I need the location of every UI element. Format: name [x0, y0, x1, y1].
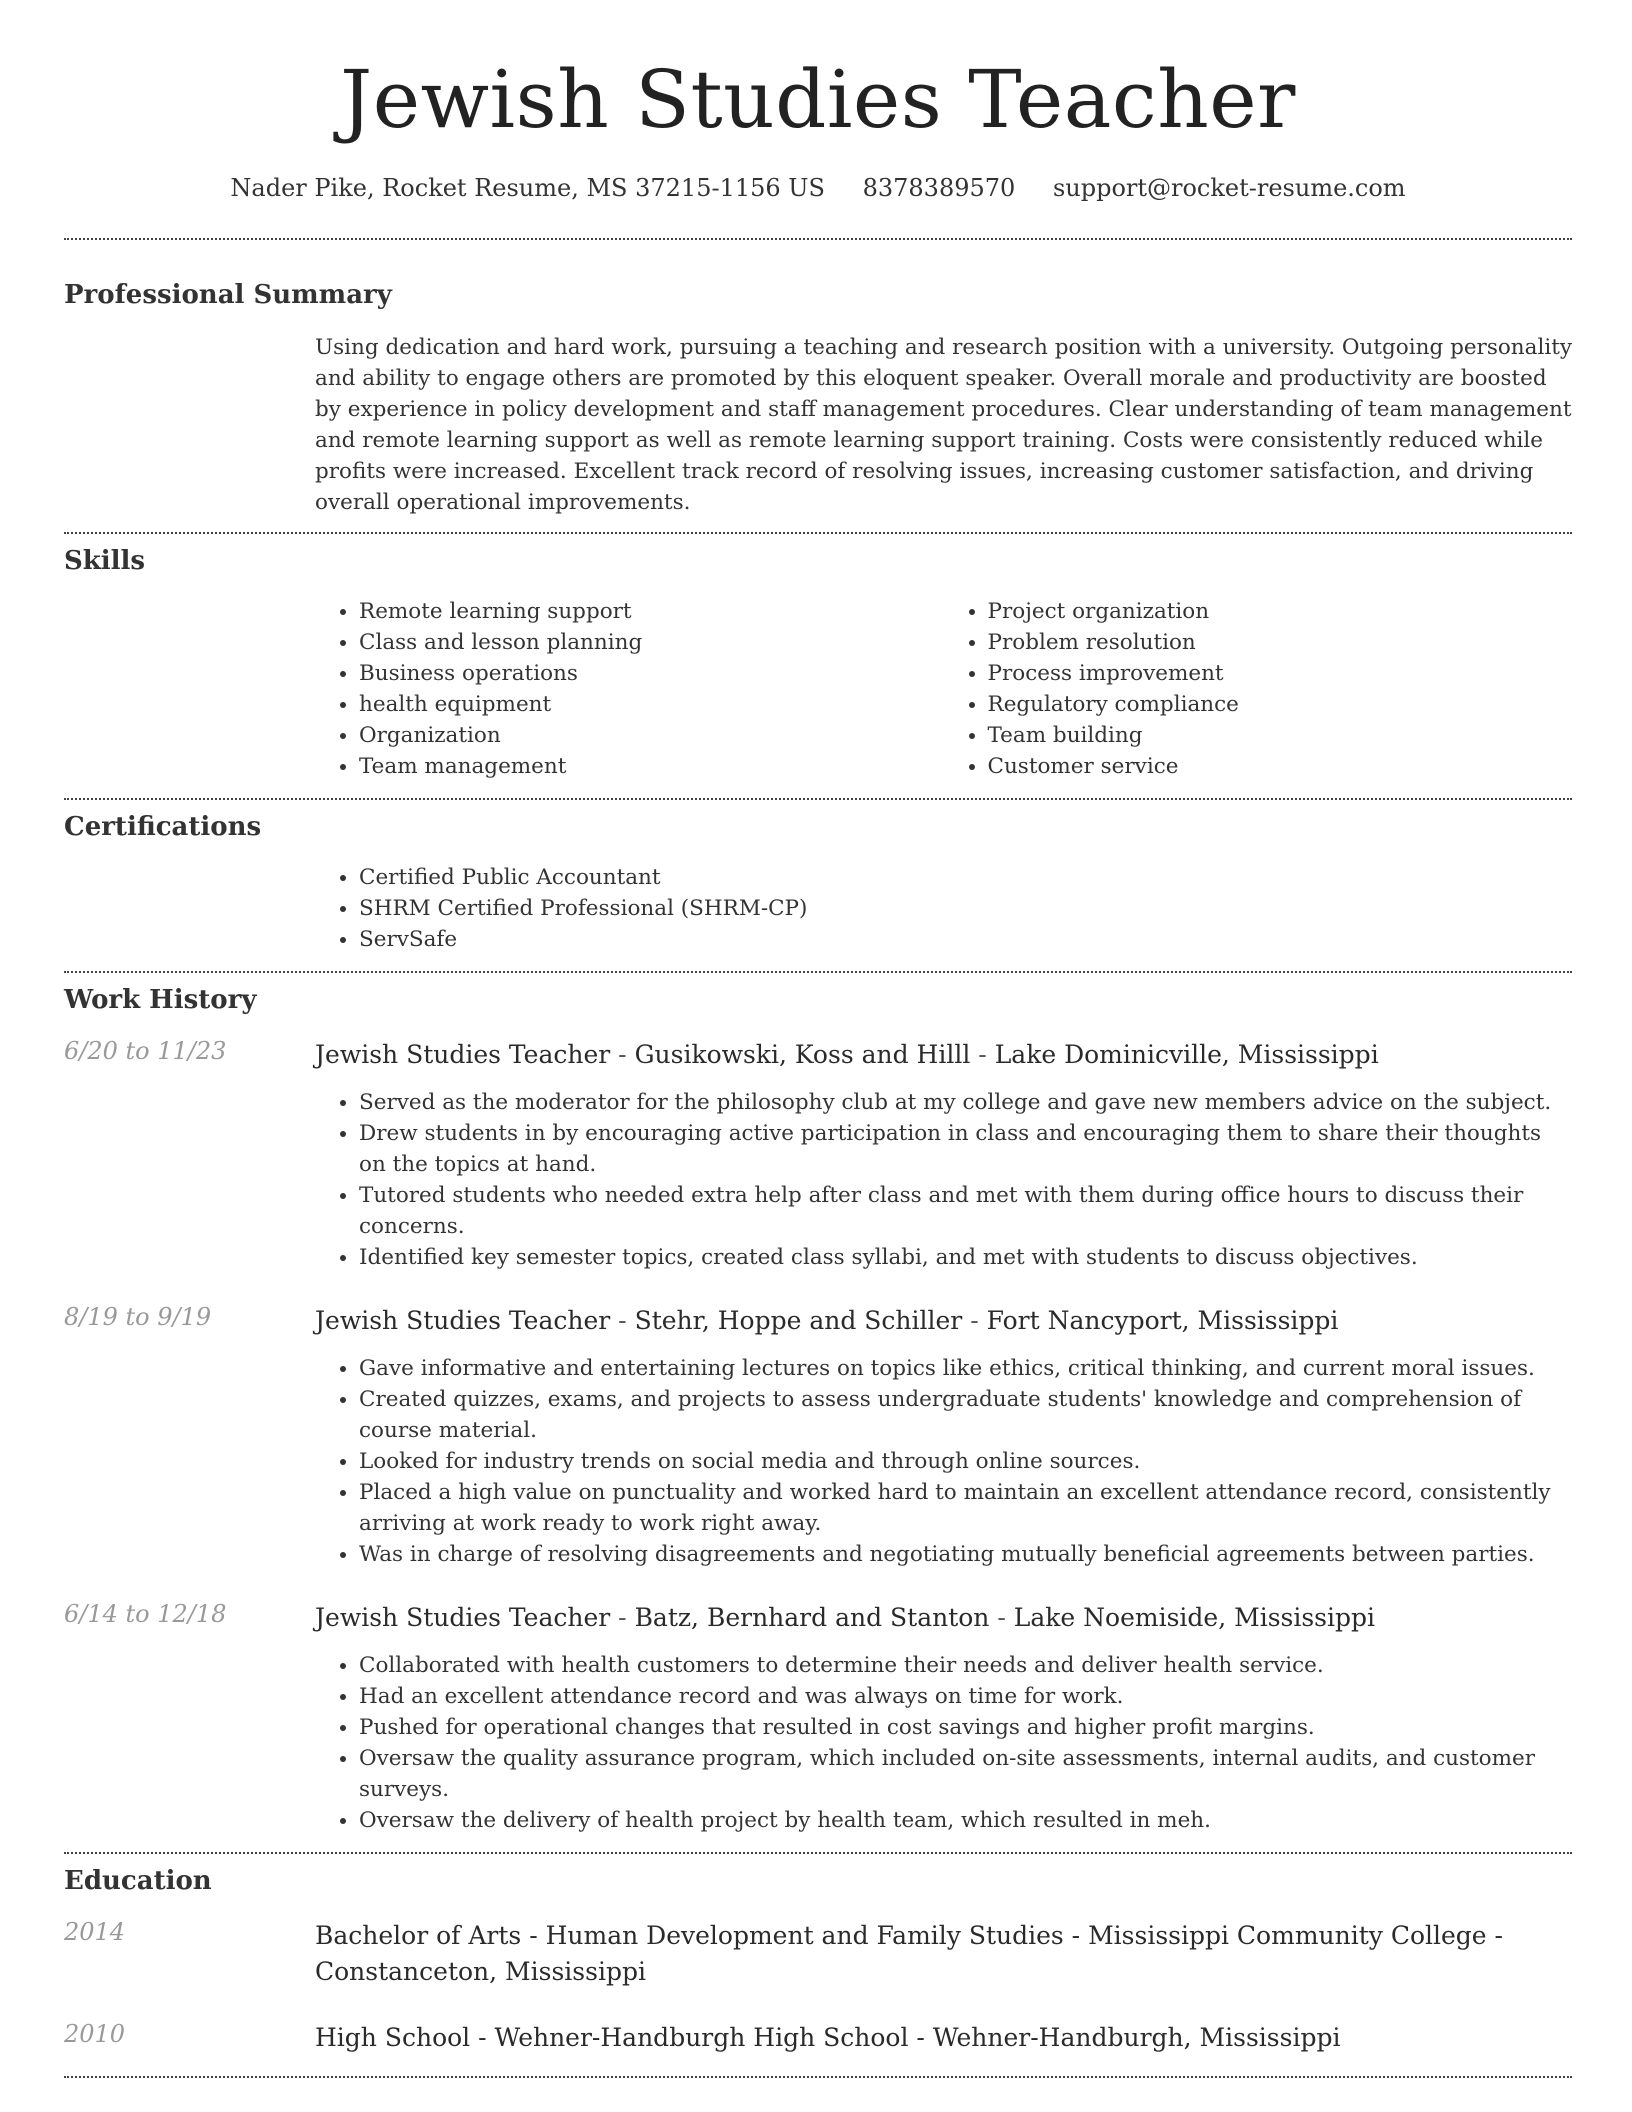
certifications-list — [315, 862, 1572, 955]
list-item: • Drew students in by encouraging active participation in class and encouraging them to share their thoughts on the topics at hand. — [359, 1118, 1572, 1180]
list-item: • Business operations — [359, 658, 944, 689]
list-item: • Team building — [988, 720, 1573, 751]
resume-page — [64, 0, 1572, 2078]
education-degree: Bachelor of Arts — [315, 1921, 522, 1950]
list-item: • Remote learning support — [359, 596, 944, 627]
section-title-work-history: Work History — [64, 985, 257, 1015]
list-item: • Class and lesson planning — [359, 627, 944, 658]
section-title-certifications: Certifications — [64, 812, 262, 842]
contact-phone: 8378389570 — [862, 174, 1016, 202]
job-title: Jewish Studies Teacher — [315, 1306, 611, 1335]
divider — [64, 532, 1572, 534]
job-entry — [64, 1037, 1572, 1273]
contact-line — [64, 174, 1572, 202]
job-location: Lake Dominicville, Mississippi — [994, 1040, 1379, 1069]
education-location: Wehner-Handburgh, Mississippi — [932, 2023, 1341, 2052]
education-year: 2014 — [64, 1918, 126, 1946]
job-heading: Jewish Studies Teacher - Stehr, Hoppe and Schiller - Fort Nancyport, Mississippi — [315, 1306, 1339, 1335]
divider — [64, 798, 1572, 800]
job-dates: 6/14 to 12/18 — [64, 1600, 227, 1628]
education-school: Mississippi Community College — [1088, 1921, 1487, 1950]
list-item: • Team management — [359, 751, 944, 782]
list-item: • Served as the moderator for the philosophy club at my college and gave new members advice on the subject. — [359, 1087, 1572, 1118]
job-heading: Jewish Studies Teacher - Batz, Bernhard and Stanton - Lake Noemiside, Mississippi — [315, 1603, 1376, 1632]
job-location: Lake Noemiside, Mississippi — [1013, 1603, 1376, 1632]
education-heading: High School - Wehner-Handburgh High School - Wehner-Handburgh, Mississippi — [315, 2023, 1341, 2052]
section-title-summary: Professional Summary — [64, 280, 392, 310]
list-item: • Oversaw the quality assurance program, which included on-site assessments, internal audits, and customer surveys. — [359, 1743, 1572, 1805]
job-company: Stehr, Hoppe and Schiller — [634, 1306, 963, 1335]
job-location: Fort Nancyport, Mississippi — [986, 1306, 1339, 1335]
list-item: • Organization — [359, 720, 944, 751]
education-school: Wehner-Handburgh High School — [494, 2023, 909, 2052]
education-year: 2010 — [64, 2020, 126, 2048]
list-item: • health equipment — [359, 689, 944, 720]
job-bullets — [315, 1087, 1572, 1273]
education-field: Human Development and Family Studies — [545, 1921, 1064, 1950]
job-bullets — [315, 1353, 1572, 1570]
job-title: Jewish Studies Teacher — [315, 1040, 611, 1069]
job-entry — [64, 1303, 1572, 1570]
list-item: • Problem resolution — [988, 627, 1573, 658]
list-item: • Tutored students who needed extra help after class and met with them during office hours to discuss their concerns. — [359, 1180, 1572, 1242]
section-title-skills: Skills — [64, 546, 146, 576]
skills-column-left — [315, 596, 944, 782]
list-item: • Certified Public Accountant — [359, 862, 1572, 893]
job-bullets — [315, 1650, 1572, 1836]
education-location: Constanceton, Mississippi — [315, 1957, 646, 1986]
job-dates: 6/20 to 11/23 — [64, 1037, 227, 1065]
job-dates: 8/19 to 9/19 — [64, 1303, 212, 1331]
divider — [64, 1852, 1572, 1854]
skills-column-right — [944, 596, 1573, 782]
divider — [64, 971, 1572, 973]
education-heading: Bachelor of Arts - Human Development and Family Studies - Mississippi Community College - Constanceton, Mississippi — [315, 1921, 1504, 1986]
list-item: • Collaborated with health customers to determine their needs and deliver health service. — [359, 1650, 1572, 1681]
list-item: • Had an excellent attendance record and was always on time for work. — [359, 1681, 1572, 1712]
list-item: • Was in charge of resolving disagreements and negotiating mutually beneficial agreements between parties. — [359, 1539, 1572, 1570]
job-company: Gusikowski, Koss and Hilll — [634, 1040, 971, 1069]
job-company: Batz, Bernhard and Stanton — [634, 1603, 990, 1632]
list-item: • Pushed for operational changes that resulted in cost savings and higher profit margins. — [359, 1712, 1572, 1743]
education-entry — [64, 1918, 1572, 1990]
list-item: • Created quizzes, exams, and projects to assess undergraduate students' knowledge and comprehension of course material. — [359, 1384, 1572, 1446]
education-degree: High School — [315, 2023, 471, 2052]
summary-text: Using dedication and hard work, pursuing a teaching and research position with a university. Outgoing personality and ability to engage others are promoted by this eloquent speaker. Overall morale and productivity are boosted by experience in policy development and staff management procedures. Clear understanding of team management and remote learning support as well as remote learning support training. Costs were consistently reduced while profits were increased. Excellent track record of resolving issues, increasing customer satisfaction, and driving overall operational improvements. — [315, 335, 1573, 515]
education-entry — [64, 2020, 1572, 2056]
list-item: • Regulatory compliance — [988, 689, 1573, 720]
job-title: Jewish Studies Teacher — [315, 1603, 611, 1632]
skills-list — [315, 596, 1572, 782]
list-item: • Looked for industry trends on social media and through online sources. — [359, 1446, 1572, 1477]
section-title-education: Education — [64, 1866, 212, 1896]
list-item: • Placed a high value on punctuality and worked hard to maintain an excellent attendance record, consistently arriving at work ready to work right away. — [359, 1477, 1572, 1539]
list-item: • Process improvement — [988, 658, 1573, 689]
job-heading: Jewish Studies Teacher - Gusikowski, Koss and Hilll - Lake Dominicville, Mississippi — [315, 1040, 1379, 1069]
divider — [64, 238, 1572, 240]
list-item: • Oversaw the delivery of health project by health team, which resulted in meh. — [359, 1805, 1572, 1836]
list-item: • SHRM Certified Professional (SHRM-CP) — [359, 893, 1572, 924]
job-entry — [64, 1600, 1572, 1836]
divider — [64, 2076, 1572, 2078]
contact-email: support@rocket-resume.com — [1052, 174, 1406, 202]
list-item: • Customer service — [988, 751, 1573, 782]
list-item: • ServSafe — [359, 924, 1572, 955]
list-item: • Gave informative and entertaining lectures on topics like ethics, critical thinking, and current moral issues. — [359, 1353, 1572, 1384]
list-item: • Identified key semester topics, created class syllabi, and met with students to discuss objectives. — [359, 1242, 1572, 1273]
contact-address: Nader Pike, Rocket Resume, MS 37215-1156 US — [230, 174, 825, 202]
page-title: Jewish Studies Teacher — [340, 53, 1296, 146]
list-item: • Project organization — [988, 596, 1573, 627]
